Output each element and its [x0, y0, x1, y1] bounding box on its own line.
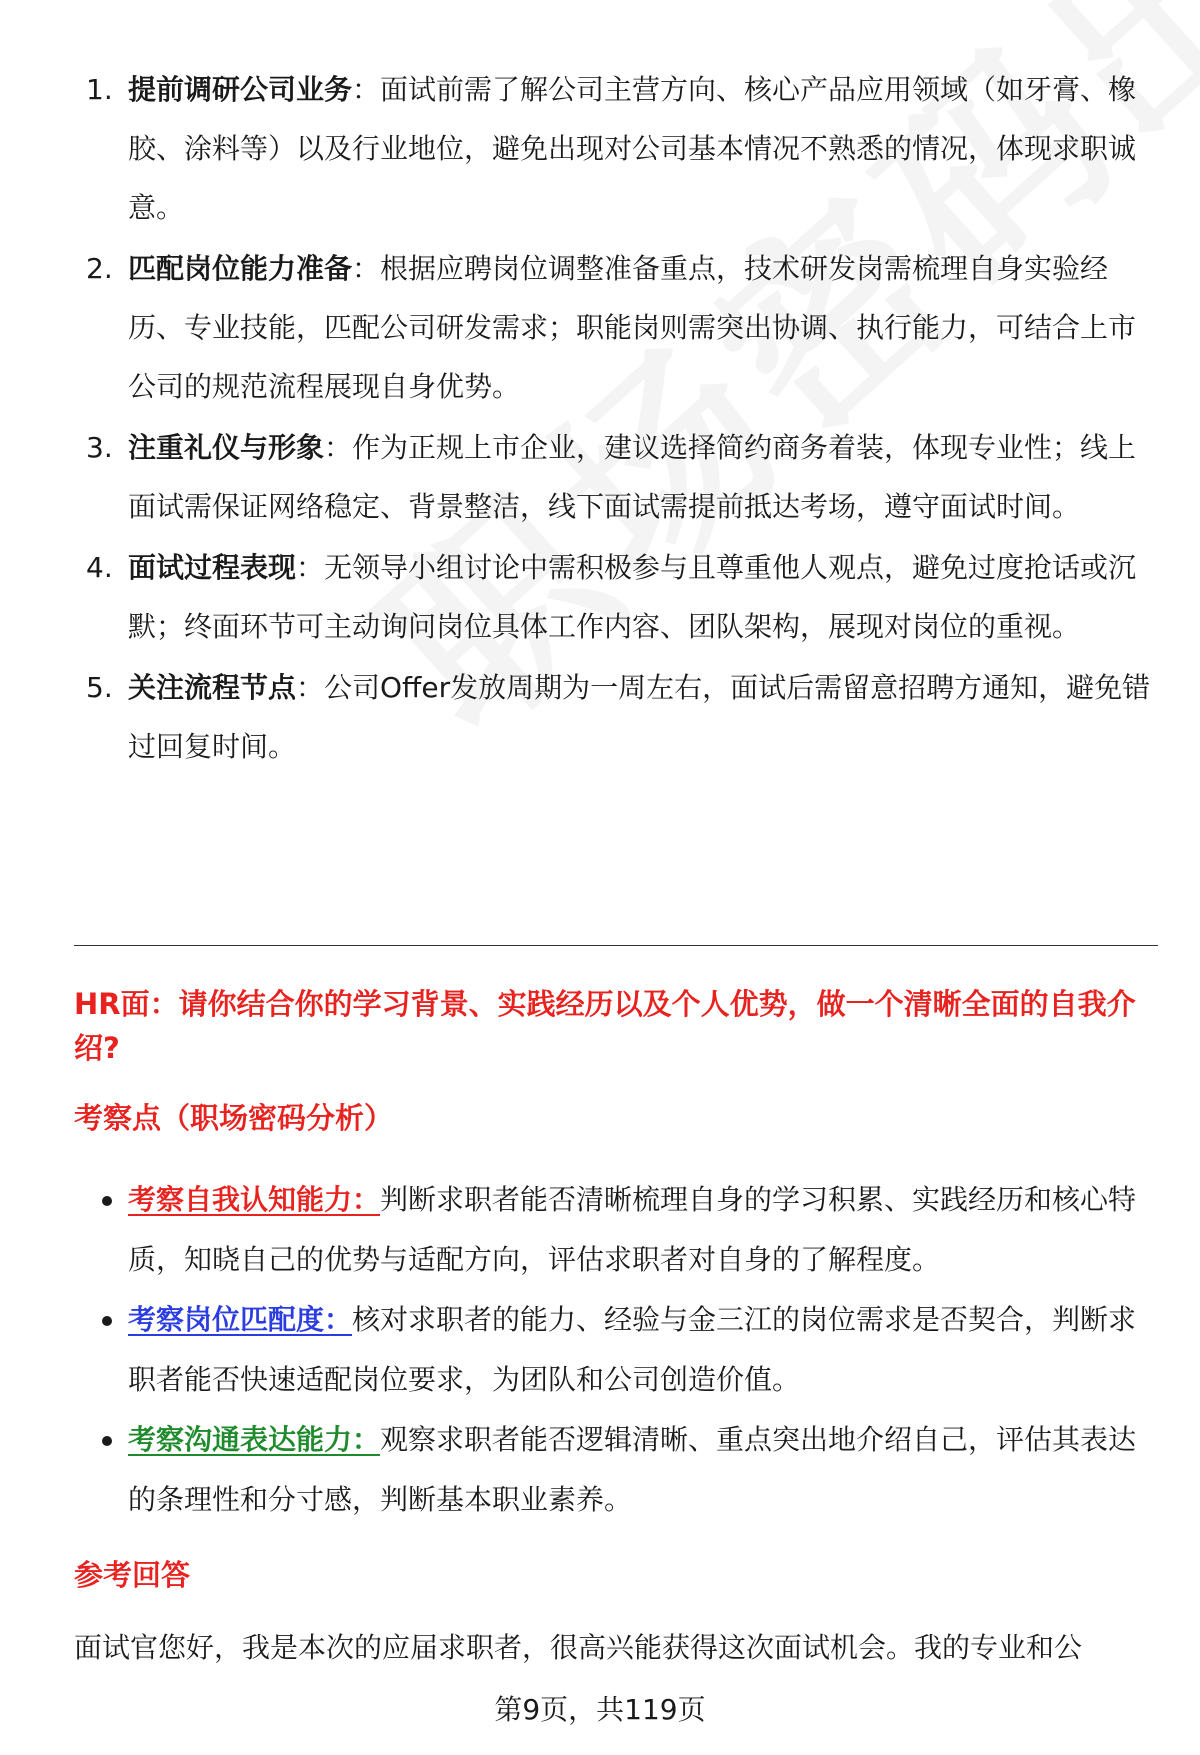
tip-number: 1.: [86, 73, 113, 106]
tip-label: 关注流程节点: [128, 671, 297, 704]
analysis-item: [74, 1170, 1159, 1290]
analysis-heading: 考察点（职场密码分析）: [74, 1101, 394, 1135]
page-footer: 第9页，共119页: [494, 1693, 706, 1726]
tip-item: [74, 60, 1159, 237]
tip-number: 3.: [86, 431, 113, 464]
tip-item: [74, 538, 1159, 656]
tip-label: 注重礼仪与形象: [128, 431, 325, 464]
tip-number: 2.: [86, 252, 113, 285]
hr-question: HR面：请你结合你的学习背景、实践经历以及个人优势，做一个清晰全面的自我介绍?: [74, 987, 1136, 1065]
reference-heading: 参考回答: [74, 1558, 191, 1592]
tip-item: [74, 658, 1159, 776]
bullet-icon: [102, 1316, 112, 1326]
tip-number: 5.: [86, 671, 113, 704]
bullet-icon: [102, 1436, 112, 1446]
tip-text: ：面试前需了解公司主营方向、核心产品应用领域（如牙膏、橡胶、涂料等）以及行业地位，避免出现对公司基本情况不熟悉的情况，体现求职诚意。: [128, 73, 1137, 224]
analysis-list: [74, 1170, 1159, 1530]
section-divider: [74, 945, 1158, 946]
reference-answer: 面试官您好，我是本次的应届求职者，很高兴能获得这次面试机会。我的专业和公: [74, 1631, 1083, 1664]
tip-text: ：根据应聘岗位调整准备重点，技术研发岗需梳理自身实验经历、专业技能，匹配公司研发需求；职能岗则需突出协调、执行能力，可结合上市公司的规范流程展现自身优势。: [128, 252, 1137, 403]
analysis-text: 判断求职者能否清晰梳理自身的学习积累、实践经历和核心特质，知晓自己的优势与适配方向，评估求职者对自身的了解程度。: [128, 1183, 1137, 1276]
tip-item: [74, 418, 1159, 536]
analysis-item: [74, 1410, 1159, 1530]
tip-label: 匹配岗位能力准备: [128, 252, 353, 285]
analysis-item: [74, 1290, 1159, 1410]
analysis-label: 考察自我认知能力：: [128, 1183, 381, 1216]
analysis-text: 观察求职者能否逻辑清晰、重点突出地介绍自己，评估其表达的条理性和分寸感，判断基本职业素养。: [128, 1423, 1137, 1516]
analysis-text: 核对求职者的能力、经验与金三江的岗位需求是否契合，判断求职者能否快速适配岗位要求，为团队和公司创造价值。: [128, 1303, 1137, 1396]
tips-list: [74, 60, 1159, 776]
tip-text: ：无领导小组讨论中需积极参与且尊重他人观点，避免过度抢话或沉默；终面环节可主动询问岗位具体工作内容、团队架构，展现对岗位的重视。: [128, 551, 1137, 643]
analysis-label: 考察岗位匹配度：: [128, 1303, 353, 1336]
tip-number: 4.: [86, 551, 113, 584]
tip-label: 提前调研公司业务: [128, 73, 353, 106]
tips-section: [74, 60, 1159, 778]
tip-text: ：公司Offer发放周期为一周左右，面试后需留意招聘方通知，避免错过回复时间。: [128, 671, 1151, 763]
tip-item: [74, 239, 1159, 416]
tip-text: ：作为正规上市企业，建议选择简约商务着装，体现专业性；线上面试需保证网络稳定、背景整洁，线下面试需提前抵达考场，遵守面试时间。: [128, 431, 1137, 523]
bullet-icon: [102, 1196, 112, 1206]
tip-label: 面试过程表现: [128, 551, 297, 584]
analysis-label: 考察沟通表达能力：: [128, 1423, 381, 1456]
